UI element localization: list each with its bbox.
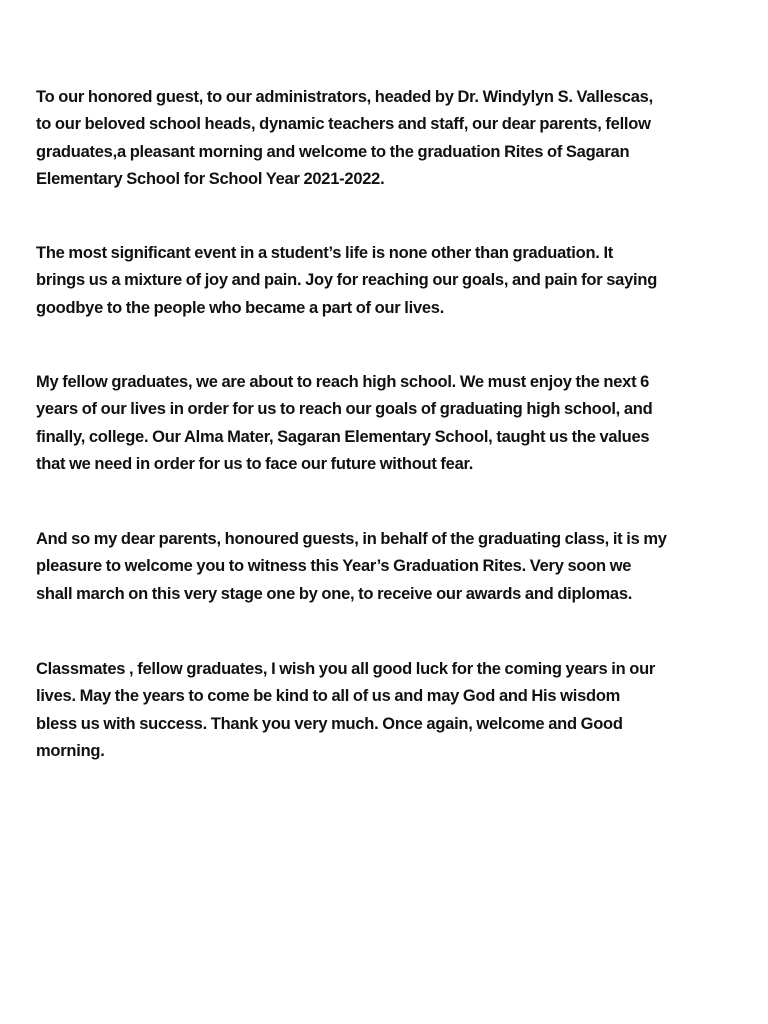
fellow-graduates-paragraph <box>36 369 740 479</box>
welcome-paragraph <box>36 84 740 194</box>
paragraph-line: Elementary School for School Year 2021-2022. <box>36 170 385 189</box>
paragraph-line: pleasure to welcome you to witness this Year’s Graduation Rites. Very soon we <box>36 557 632 576</box>
paragraph-line: goodbye to the people who became a part of our lives. <box>36 298 445 317</box>
paragraph-line: that we need in order for us to face our future without fear. <box>36 455 474 474</box>
significance-paragraph <box>36 240 740 322</box>
paragraph-line: years of our lives in order for us to reach our goals of graduating high school, and <box>36 400 653 419</box>
paragraph-line: to our beloved school heads, dynamic teachers and staff, our dear parents, fellow <box>36 115 651 134</box>
paragraph-line: Classmates , fellow graduates, I wish you all good luck for the coming years in our <box>36 660 656 678</box>
paragraph-line: shall march on this very stage one by one, to receive our awards and diplomas. <box>36 584 633 603</box>
paragraph-line: And so my dear parents, honoured guests, in behalf of the graduating class, it is my <box>36 530 667 548</box>
paragraph-line: My fellow graduates, we are about to reach high school. We must enjoy the next 6 <box>36 373 650 391</box>
parents-welcome-paragraph <box>36 526 740 608</box>
paragraph-line: To our honored guest, to our administrators, headed by Dr. Windylyn S. Vallescas, <box>36 88 653 106</box>
paragraph-line: The most significant event in a student’s life is none other than graduation. It <box>36 244 614 262</box>
closing-paragraph <box>36 656 740 766</box>
paragraph-line: lives. May the years to come be kind to all of us and may God and His wisdom <box>36 687 621 706</box>
paragraph-line: morning. <box>36 742 105 761</box>
paragraph-line: bless us with success. Thank you very much. Once again, welcome and Good <box>36 714 623 733</box>
paragraph-line: finally, college. Our Alma Mater, Sagaran Elementary School, taught us the values <box>36 427 650 446</box>
paragraph-line: graduates,a pleasant morning and welcome to the graduation Rites of Sagaran <box>36 142 630 161</box>
paragraph-line: brings us a mixture of joy and pain. Joy for reaching our goals, and pain for saying <box>36 271 658 290</box>
